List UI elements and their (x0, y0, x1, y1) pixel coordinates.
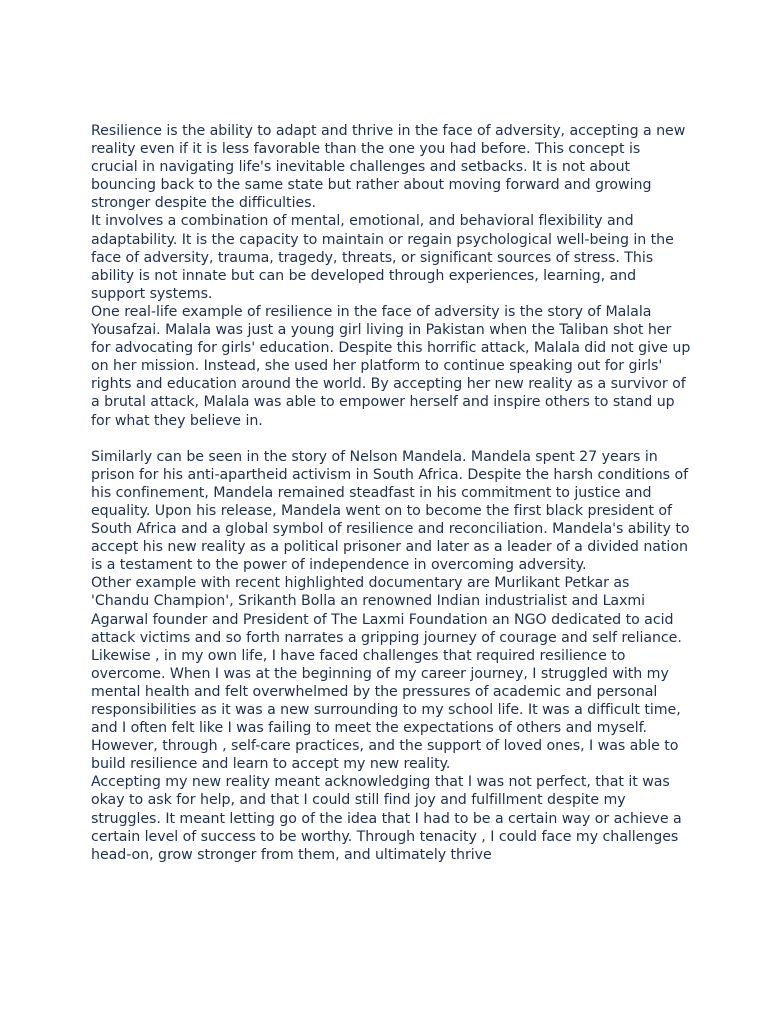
paragraph-resilience-definition: Resilience is the ability to adapt and thrive in the face of adversity, accepting a new reality even if it is less favorable than the one you had before. This concept is crucial in navigating life's inevitable challenges and setbacks. It is not about bouncing back to the same state but rather about moving forward and growing stronger despite the difficulties. (91, 123, 686, 212)
paragraph-spacer (91, 430, 691, 448)
paragraph-other-examples: Other example with recent highlighted documentary are Murlikant Petkar as 'Chandu Champion', Srikanth Bolla an renowned Indian industrialist and Laxmi Agarwal founder and President of The Laxmi Foundation an NGO dedicated to acid attack victims and so forth narrates a gripping journey of courage and self reliance. (91, 575, 682, 646)
paragraph-accepting-reality: Accepting my new reality meant acknowledging that I was not perfect, that it was okay to ask for help, and that I could still find joy and fulfillment despite my struggles. It meant letting go of the idea that I had to be a certain way or achieve a certain level of success to be worthy. Through tenacity , I could face my challenges head-on, grow stronger from them, and ultimately thrive (91, 774, 682, 863)
document-body (91, 122, 691, 864)
paragraph-personal-experience: Likewise , in my own life, I have faced challenges that required resilience to overcome. When I was at the beginning of my career journey, I struggled with my mental health and felt overwhelmed by the pressures of academic and personal responsibilities as it was a new surrounding to my school life. It was a difficult time, and I often felt like I was failing to meet the expectations of others and myself. However, through , self-care practices, and the support of loved ones, I was able to build resilience and learn to accept my new reality. (91, 647, 681, 773)
paragraph-resilience-components: It involves a combination of mental, emotional, and behavioral flexibility and adaptability. It is the capacity to maintain or regain psychological well-being in the face of adversity, trauma, tragedy, threats, or significant sources of stress. This ability is not innate but can be developed through experiences, learning, and support systems. (91, 213, 674, 302)
paragraph-mandela-example: Similarly can be seen in the story of Nelson Mandela. Mandela spent 27 years in prison for his anti-apartheid activism in South Africa. Despite the harsh conditions of his confinement, Mandela remained steadfast in his commitment to justice and equality. Upon his release, Mandela went on to become the first black president of South Africa and a global symbol of resilience and reconciliation. Mandela's ability to accept his new reality as a political prisoner and later as a leader of a divided nation is a testament to the power of independence in overcoming adversity. (91, 448, 690, 574)
paragraph-malala-example: One real-life example of resilience in the face of adversity is the story of Malala Yousafzai. Malala was just a young girl living in Pakistan when the Taliban shot her for advocating for girls' education. Despite this horrific attack, Malala did not give up on her mission. Instead, she used her platform to continue speaking out for girls' rights and education around the world. By accepting her new reality as a survivor of a brutal attack, Malala was able to empower herself and inspire others to stand up for what they believe in. (91, 303, 691, 429)
